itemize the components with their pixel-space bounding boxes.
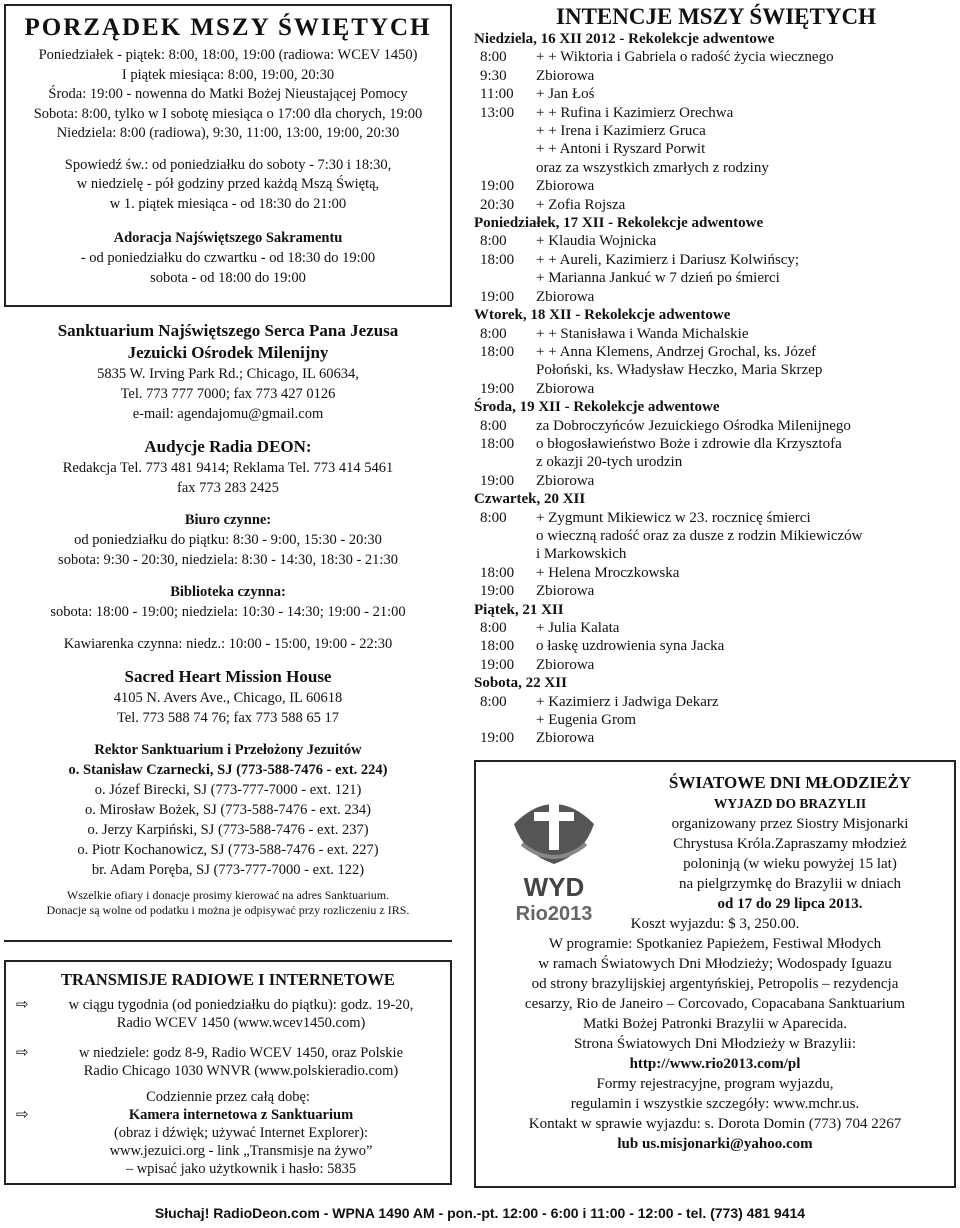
email-line[interactable]: e-mail: agendajomu@gmail.com: [132, 406, 324, 422]
office-line: sobota: 9:30 - 20:30, niedziela: 8:30 - 14:30, 18:30 - 21:30: [58, 552, 398, 568]
wyd-program: W programie: Spotkaniez Papieżem, Festiwal Młodych: [548, 936, 882, 952]
intention-time: 8:00: [480, 49, 507, 66]
intention-day-heading: Sobota, 22 XII: [474, 675, 567, 692]
intention-row: [474, 251, 958, 269]
intention-text: + + Antoni i Ryszard Porwit: [536, 141, 706, 158]
broadcast-item: [16, 1106, 440, 1178]
intention-text: + + Aureli, Kazimierz i Dariusz Kolwińscy;: [536, 251, 800, 268]
confession-line: w niedzielę - pół godziny przed każdą Mszą Świętą,: [76, 176, 380, 192]
intention-time: 8:00: [480, 325, 507, 342]
intention-row: [474, 417, 958, 435]
broadcast-item: [16, 996, 440, 1032]
intention-time: 8:00: [480, 693, 507, 710]
priest-line: o. Jerzy Karpiński, SJ (773-588-7476 - ext. 237): [87, 822, 369, 838]
intention-text: + Kazimierz i Jadwiga Dekarz: [536, 693, 719, 710]
wyd-contact-email[interactable]: lub us.misjonarki@yahoo.com: [617, 1136, 813, 1152]
intention-day-heading: Środa, 19 XII - Rekolekcje adwentowe: [474, 399, 720, 416]
intention-time: 19:00: [480, 178, 515, 195]
arrow-right-icon: ⇨: [16, 1045, 29, 1061]
radio-deon-line: Redakcja Tel. 773 481 9414; Reklama Tel. 773 414 5461: [62, 460, 394, 476]
wyd-line: organizowany przez Siostry Misjonarki: [671, 816, 909, 832]
intention-time: 19:00: [480, 656, 515, 673]
intention-row: [474, 637, 958, 655]
intention-row: [474, 288, 958, 306]
intention-row: [474, 122, 958, 140]
intention-time: 19:00: [480, 730, 515, 747]
wyd-program: od strony brazylijskiej argentyńskiej, Petropolis – rezydencja: [531, 976, 899, 992]
mass-line: Poniedziałek - piątek: 8:00, 18:00, 19:00 (radiowa: WCEV 1450): [38, 47, 418, 63]
intention-text: z okazji 20-tych urodzin: [536, 454, 683, 471]
intention-row: [474, 196, 958, 214]
intention-day-heading: Piątek, 21 XII: [474, 601, 564, 618]
intention-time: [474, 269, 536, 287]
intention-text: + Klaudia Wojnicka: [536, 233, 657, 250]
wyd-line: Chrystusa Króla.Zapraszamy młodzież: [673, 836, 907, 852]
wyd-logo-sub: Rio2013: [515, 903, 593, 925]
mass-schedule-title: PORZĄDEK MSZY ŚWIĘTYCH: [24, 14, 432, 41]
priest-line: o. Stanisław Czarnecki, SJ (773-588-7476 - ext. 224): [68, 762, 388, 778]
wyd-program: Strona Światowych Dni Młodzieży w Brazylii:: [573, 1036, 857, 1052]
phone-line: Tel. 773 777 7000; fax 773 427 0126: [120, 386, 336, 402]
intention-time: [474, 159, 536, 177]
intention-row: [474, 343, 958, 361]
intention-day-heading: Czwartek, 20 XII: [474, 491, 586, 508]
mass-line: Niedziela: 8:00 (radiowa), 9:30, 11:00, 13:00, 19:00, 20:30: [56, 125, 400, 141]
intention-time: 8:00: [480, 417, 507, 434]
intention-row: [474, 711, 958, 729]
wyd-logo-text: WYD: [523, 872, 585, 902]
intention-text: i Markowskich: [536, 546, 627, 563]
intention-row: [474, 104, 958, 122]
library-line: sobota: 18:00 - 19:00; niedziela: 10:30 - 14:30; 19:00 - 21:00: [50, 604, 406, 620]
wyd-logo: [494, 784, 614, 926]
broadcast-text: (obraz i dźwięk; używać Internet Explorer):: [113, 1125, 369, 1141]
wyd-line: na pielgrzymkę do Brazylii w dniach: [678, 876, 901, 892]
intention-day-heading: Poniedziałek, 17 XII - Rekolekcje adwentowe: [474, 215, 764, 232]
confession-line: Spowiedź św.: od poniedziałku do soboty - 7:30 i 18:30,: [64, 156, 392, 173]
intention-text: + Helena Mroczkowska: [536, 564, 680, 581]
intention-time: 19:00: [480, 380, 515, 397]
intention-time: 8:00: [480, 233, 507, 250]
intention-time: 18:00: [480, 564, 515, 581]
priest-line: o. Piotr Kochanowicz, SJ (773-588-7476 - ext. 227): [77, 842, 379, 858]
intention-text: Zbiorowa: [536, 178, 595, 195]
intention-row: [474, 435, 958, 453]
intention-time: [474, 711, 536, 729]
intention-row: [474, 453, 958, 471]
arrow-right-icon: ⇨: [16, 997, 29, 1013]
mass-line: Sobota: 8:00, tylko w I sobotę miesiąca o 17:00 dla chorych, 19:00: [33, 105, 423, 122]
library-title: Biblioteka czynna:: [170, 584, 286, 600]
wyd-subtitle: WYJAZD DO BRAZYLII: [713, 796, 867, 811]
sanctuary-name: Sanktuarium Najświętszego Serca Pana Jezusa: [57, 321, 399, 340]
intention-time: 19:00: [480, 288, 515, 305]
intention-row: [474, 509, 958, 527]
intention-time: 8:00: [480, 509, 507, 526]
intention-text: Zbiorowa: [536, 67, 595, 84]
intention-day-heading: Niedziela, 16 XII 2012 - Rekolekcje adwentowe: [474, 31, 775, 47]
wyd-dates: od 17 do 29 lipca 2013.: [717, 896, 863, 912]
intention-row: [474, 85, 958, 103]
confession-section: [18, 156, 438, 215]
intention-time: [474, 122, 536, 140]
intention-text: + + Rufina i Kazimierz Orechwa: [536, 104, 734, 121]
intention-row: [474, 693, 958, 711]
broadcast-title: TRANSMISJE RADIOWE I INTERNETOWE: [61, 970, 395, 989]
intention-text: oraz za wszystkich zmarłych z rodziny: [536, 159, 769, 176]
intention-text: o wieczną radość oraz za dusze z rodzin Mikiewiczów: [536, 527, 863, 544]
intention-row: [474, 527, 958, 545]
intention-row: [474, 656, 958, 674]
rector-title: Rektor Sanktuarium i Przełożony Jezuitów: [94, 742, 362, 758]
intention-row: [474, 159, 958, 177]
intention-row: [474, 619, 958, 637]
intention-text: Zbiorowa: [536, 656, 595, 673]
mission-line: Tel. 773 588 74 76; fax 773 588 65 17: [116, 710, 340, 726]
mass-line: Środa: 19:00 - nowenna do Matki Bożej Nieustającej Pomocy: [48, 86, 408, 102]
intention-time: 20:30: [480, 196, 515, 213]
adoration-title: Adoracja Najświętszego Sakramentu: [113, 230, 343, 246]
intention-row: [474, 48, 958, 66]
intention-row: [474, 140, 958, 158]
intention-row: [474, 361, 958, 379]
broadcast-daily: Codziennie przez całą dobę:: [146, 1089, 310, 1105]
intention-time: 18:00: [480, 435, 515, 452]
adoration-line: - od poniedziałku do czwartku - od 18:30 do 19:00: [80, 250, 376, 266]
broadcast-text: w ciągu tygodnia (od poniedziałku do piątku): godz. 19-20,: [68, 997, 414, 1013]
intention-time: 8:00: [480, 620, 507, 636]
intention-day-heading: Wtorek, 18 XII - Rekolekcje adwentowe: [474, 307, 731, 324]
office-line: od poniedziałku do piątku: 8:30 - 9:00, 15:30 - 20:30: [74, 532, 382, 548]
intention-text: o błogosławieństwo Boże i zdrowie dla Krzysztofa: [536, 435, 842, 452]
intention-text: + Zofia Rojsza: [536, 196, 626, 213]
intention-text: + Julia Kalata: [536, 620, 620, 636]
wyd-program: Matki Bożej Patronki Brazylii w Aparecida.: [582, 1016, 848, 1032]
priest-line: br. Adam Poręba, SJ (773-777-7000 - ext. 122): [91, 862, 365, 878]
intention-time: [474, 361, 536, 379]
intentions-title: INTENCJE MSZY ŚWIĘTYCH: [556, 4, 876, 29]
wyd-title: ŚWIATOWE DNI MŁODZIEŻY: [668, 773, 912, 792]
intention-text: + + Anna Klemens, Andrzej Grochal, ks. Józef: [536, 343, 817, 360]
intention-time: 9:30: [480, 67, 507, 84]
intention-text: + Eugenia Grom: [536, 712, 637, 729]
wyd-forms: regulamin i wszystkie szczegóły: www.mchr.us.: [570, 1096, 860, 1112]
mission-line: 4105 N. Avers Ave., Chicago, IL 60618: [113, 690, 343, 706]
wyd-contact: Kontakt w sprawie wyjazdu: s. Dorota Domin (773) 704 2267: [528, 1116, 902, 1132]
wyd-cost: Koszt wyjazdu: $ 3, 250.00.: [630, 916, 800, 932]
intentions-list: [474, 30, 958, 748]
intention-text: o łaskę uzdrowienia syna Jacka: [536, 638, 725, 655]
wyd-program: cesarzy, Rio de Janeiro – Corcovado, Copacabana Sanktuarium: [524, 996, 906, 1012]
wyd-url-link[interactable]: http://www.rio2013.com/pl: [629, 1056, 801, 1072]
intention-row: [474, 472, 958, 490]
intention-row: [474, 232, 958, 250]
sanctuary-subname: Jezuicki Ośrodek Milenijny: [127, 343, 329, 362]
mass-line: I piątek miesiąca: 8:00, 19:00, 20:30: [121, 66, 335, 83]
intentions-section: [474, 4, 958, 748]
intention-time: 18:00: [480, 638, 515, 655]
radio-deon-line: fax 773 283 2425: [177, 480, 279, 496]
intention-row: [474, 177, 958, 195]
intention-time: 19:00: [480, 583, 515, 600]
intention-text: Połoński, ks. Władysław Heczko, Maria Skrzep: [536, 362, 823, 379]
intention-time: [474, 140, 536, 158]
broadcast-box: [4, 960, 452, 1185]
intention-text: + Zygmunt Mikiewicz w 23. rocznicę śmierci: [536, 509, 811, 526]
intention-text: + Jan Łoś: [536, 86, 595, 103]
priest-line: o. Mirosław Bożek, SJ (773-588-7476 - ext. 234): [85, 802, 371, 818]
intention-time: [474, 545, 536, 563]
broadcast-text: Radio Chicago 1030 WNVR (www.polskieradio.com): [83, 1063, 399, 1079]
intention-text: + Marianna Jankuć w 7 dzień po śmierci: [536, 270, 780, 287]
intention-text: + + Stanisława i Wanda Michalskie: [536, 325, 749, 342]
intention-row: [474, 729, 958, 747]
intention-text: Zbiorowa: [536, 288, 595, 305]
intention-text: Zbiorowa: [536, 380, 595, 397]
intention-time: 11:00: [480, 86, 514, 103]
donations-line: Donacje są wolne od podatku i można je odpisywać przy rozliczeniu z IRS.: [46, 903, 410, 917]
arrow-right-icon: ⇨: [16, 1107, 29, 1123]
adoration-line: sobota - od 18:00 do 19:00: [150, 270, 306, 286]
mass-schedule-box: [4, 4, 452, 307]
priest-line: o. Józef Birecki, SJ (773-777-7000 - ext. 121): [94, 782, 362, 798]
intention-row: [474, 67, 958, 85]
intention-time: 13:00: [480, 104, 515, 121]
broadcast-text: w niedziele: godz 8-9, Radio WCEV 1450, oraz Polskie: [78, 1045, 404, 1061]
intention-row: [474, 269, 958, 287]
donations-line: Wszelkie ofiary i donacje prosimy kierować na adres Sanktuarium.: [66, 888, 390, 902]
broadcast-text: – wpisać jako użytkownik i hasło: 5835: [125, 1161, 357, 1177]
broadcast-item: [16, 1044, 440, 1080]
intention-row: [474, 545, 958, 563]
cafe-line: Kawiarenka czynna: niedz.: 10:00 - 15:00, 19:00 - 22:30: [63, 636, 393, 652]
intention-row: [474, 325, 958, 343]
intention-text: + + Irena i Kazimierz Gruca: [536, 123, 706, 140]
intention-text: Zbiorowa: [536, 472, 595, 489]
intention-time: [474, 453, 536, 471]
adoration-section: [18, 228, 438, 288]
wyd-line: poloninją (w wieku powyżej 15 lat): [683, 856, 897, 872]
webcam-title: Kamera internetowa z Sanktuarium: [128, 1107, 354, 1123]
intention-row: [474, 582, 958, 600]
intention-text: Zbiorowa: [536, 583, 595, 600]
intention-time: [474, 527, 536, 545]
broadcast-text[interactable]: www.jezuici.org - link „Transmisje na żywo”: [109, 1143, 373, 1159]
broadcast-text: Radio WCEV 1450 (www.wcev1450.com): [116, 1015, 366, 1031]
intention-time: 18:00: [480, 343, 515, 360]
wyd-box: [474, 760, 956, 1188]
office-title: Biuro czynne:: [184, 512, 272, 528]
footer: Słuchaj! RadioDeon.com - WPNA 1490 AM - pon.-pt. 12:00 - 6:00 i 11:00 - 12:00 - tel. (773) 481 9414: [154, 1205, 806, 1221]
intention-row: [474, 564, 958, 582]
intention-time: 19:00: [480, 472, 515, 489]
intention-row: [474, 380, 958, 398]
wyd-program: w ramach Światowych Dni Młodzieży; Wodospady Iguazu: [538, 956, 892, 972]
confession-line: w 1. piątek miesiąca - od 18:30 do 21:00: [109, 195, 347, 212]
wyd-forms: Formy rejestracyjne, program wyjazdu,: [596, 1076, 834, 1092]
mission-title: Sacred Heart Mission House: [124, 667, 332, 686]
sanctuary-info: [4, 320, 452, 918]
divider: [4, 940, 452, 942]
intention-time: 18:00: [480, 251, 515, 268]
radio-deon-title: Audycje Radia DEON:: [144, 437, 312, 456]
address-line: 5835 W. Irving Park Rd.; Chicago, IL 60634,: [97, 366, 359, 382]
intention-text: za Dobroczyńców Jezuickiego Ośrodka Milenijnego: [536, 417, 851, 434]
intention-text: Zbiorowa: [536, 730, 595, 747]
intention-text: + + Wiktoria i Gabriela o radość życia wiecznego: [536, 49, 834, 66]
